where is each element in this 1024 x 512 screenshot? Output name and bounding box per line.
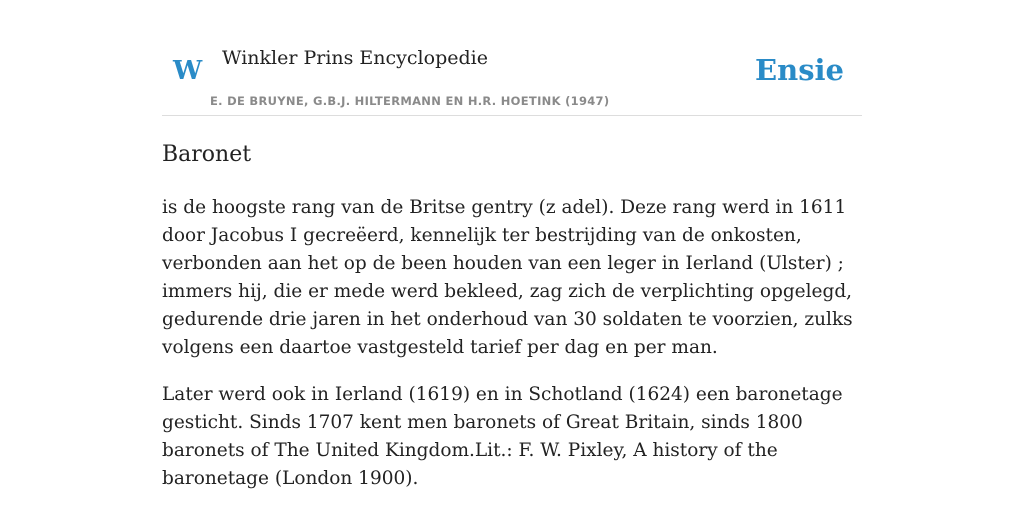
article-title: Baronet — [162, 142, 252, 167]
article-paragraph: Later werd ook in Ierland (1619) en in Schotland (1624) een baronetage gesticht. Sinds 1707 kent men baronets of Great Britain, sinds 1800 baronets of The United Kingdom.Lit.: F. W. Pixley, A history of the baronetage (London 1900). — [162, 384, 843, 489]
article-paragraph: is de hoogste rang van de Britse gentry (z adel). Deze rang werd in 1611 door Jacobus I gecreëerd, kennelijk ter bestrijding van de onkosten, verbonden aan het op de been houden van een leger in Ierland (Ulster) ; immers hij, die er mede werd bekleed, zag zich de verplichting opgelegd, gedurende drie jaren in het onderhoud van 30 soldaten te voorzien, zulks volgens een daartoe vastgesteld tarief per dag en per man. — [162, 197, 853, 358]
brand-logo-link[interactable]: Ensie — [755, 53, 844, 87]
source-title[interactable]: Winkler Prins Encyclopedie — [222, 47, 488, 69]
source-authors: E. DE BRUYNE, G.B.J. HILTERMANN EN H.R. HOETINK (1947) — [210, 94, 610, 108]
source-header — [162, 38, 862, 116]
source-logo[interactable]: W — [173, 56, 203, 86]
article-card — [162, 38, 862, 493]
